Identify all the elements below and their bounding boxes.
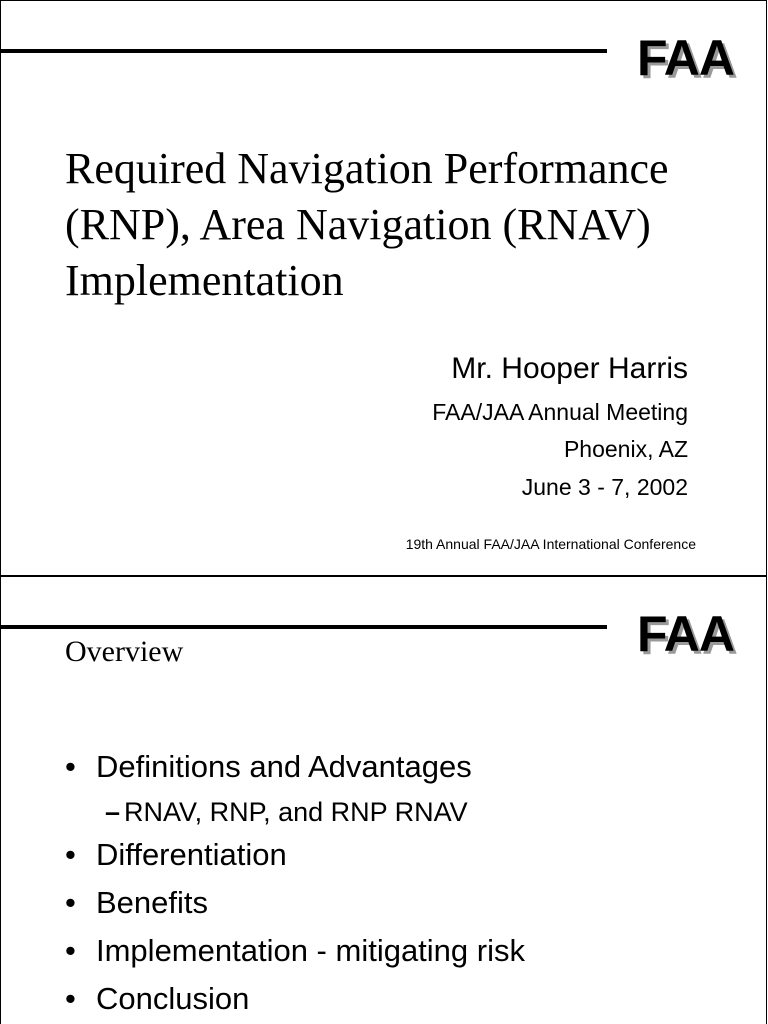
sub-bullet-item [65,797,525,837]
conference-footer: 19th Annual FAA/JAA International Conference [405,536,696,552]
title-line-3: Implementation [65,256,344,305]
presenter-name: Mr. Hooper Harris [451,352,688,385]
dash-marker: – [105,797,121,827]
meeting-dates: June 3 - 7, 2002 [521,474,688,500]
faa-logo: FAA [637,606,734,662]
slide-heading: Overview [65,635,184,668]
meeting-name: FAA/JAA Annual Meeting [432,399,688,425]
overview-slide [0,576,767,1024]
bullet-list [65,749,525,1024]
bullet-item: • Implementation - mitigating risk [65,933,525,981]
title-line-1: Required Navigation Performance [65,144,669,193]
bullet-item: • Definitions and Advantages [65,749,525,797]
sub-bullet-text: RNAV, RNP, and RNP RNAV [124,797,468,827]
header-rule [1,49,607,53]
slide-title [65,141,745,309]
title-line-2: (RNP), Area Navigation (RNAV) [65,200,651,249]
meeting-location: Phoenix, AZ [563,436,688,462]
bullet-item: • Conclusion [65,981,525,1024]
bullet-item: • Differentiation [65,837,525,885]
bullet-item: • Benefits [65,885,525,933]
header-rule [1,625,607,629]
faa-logo: FAA [637,30,734,86]
